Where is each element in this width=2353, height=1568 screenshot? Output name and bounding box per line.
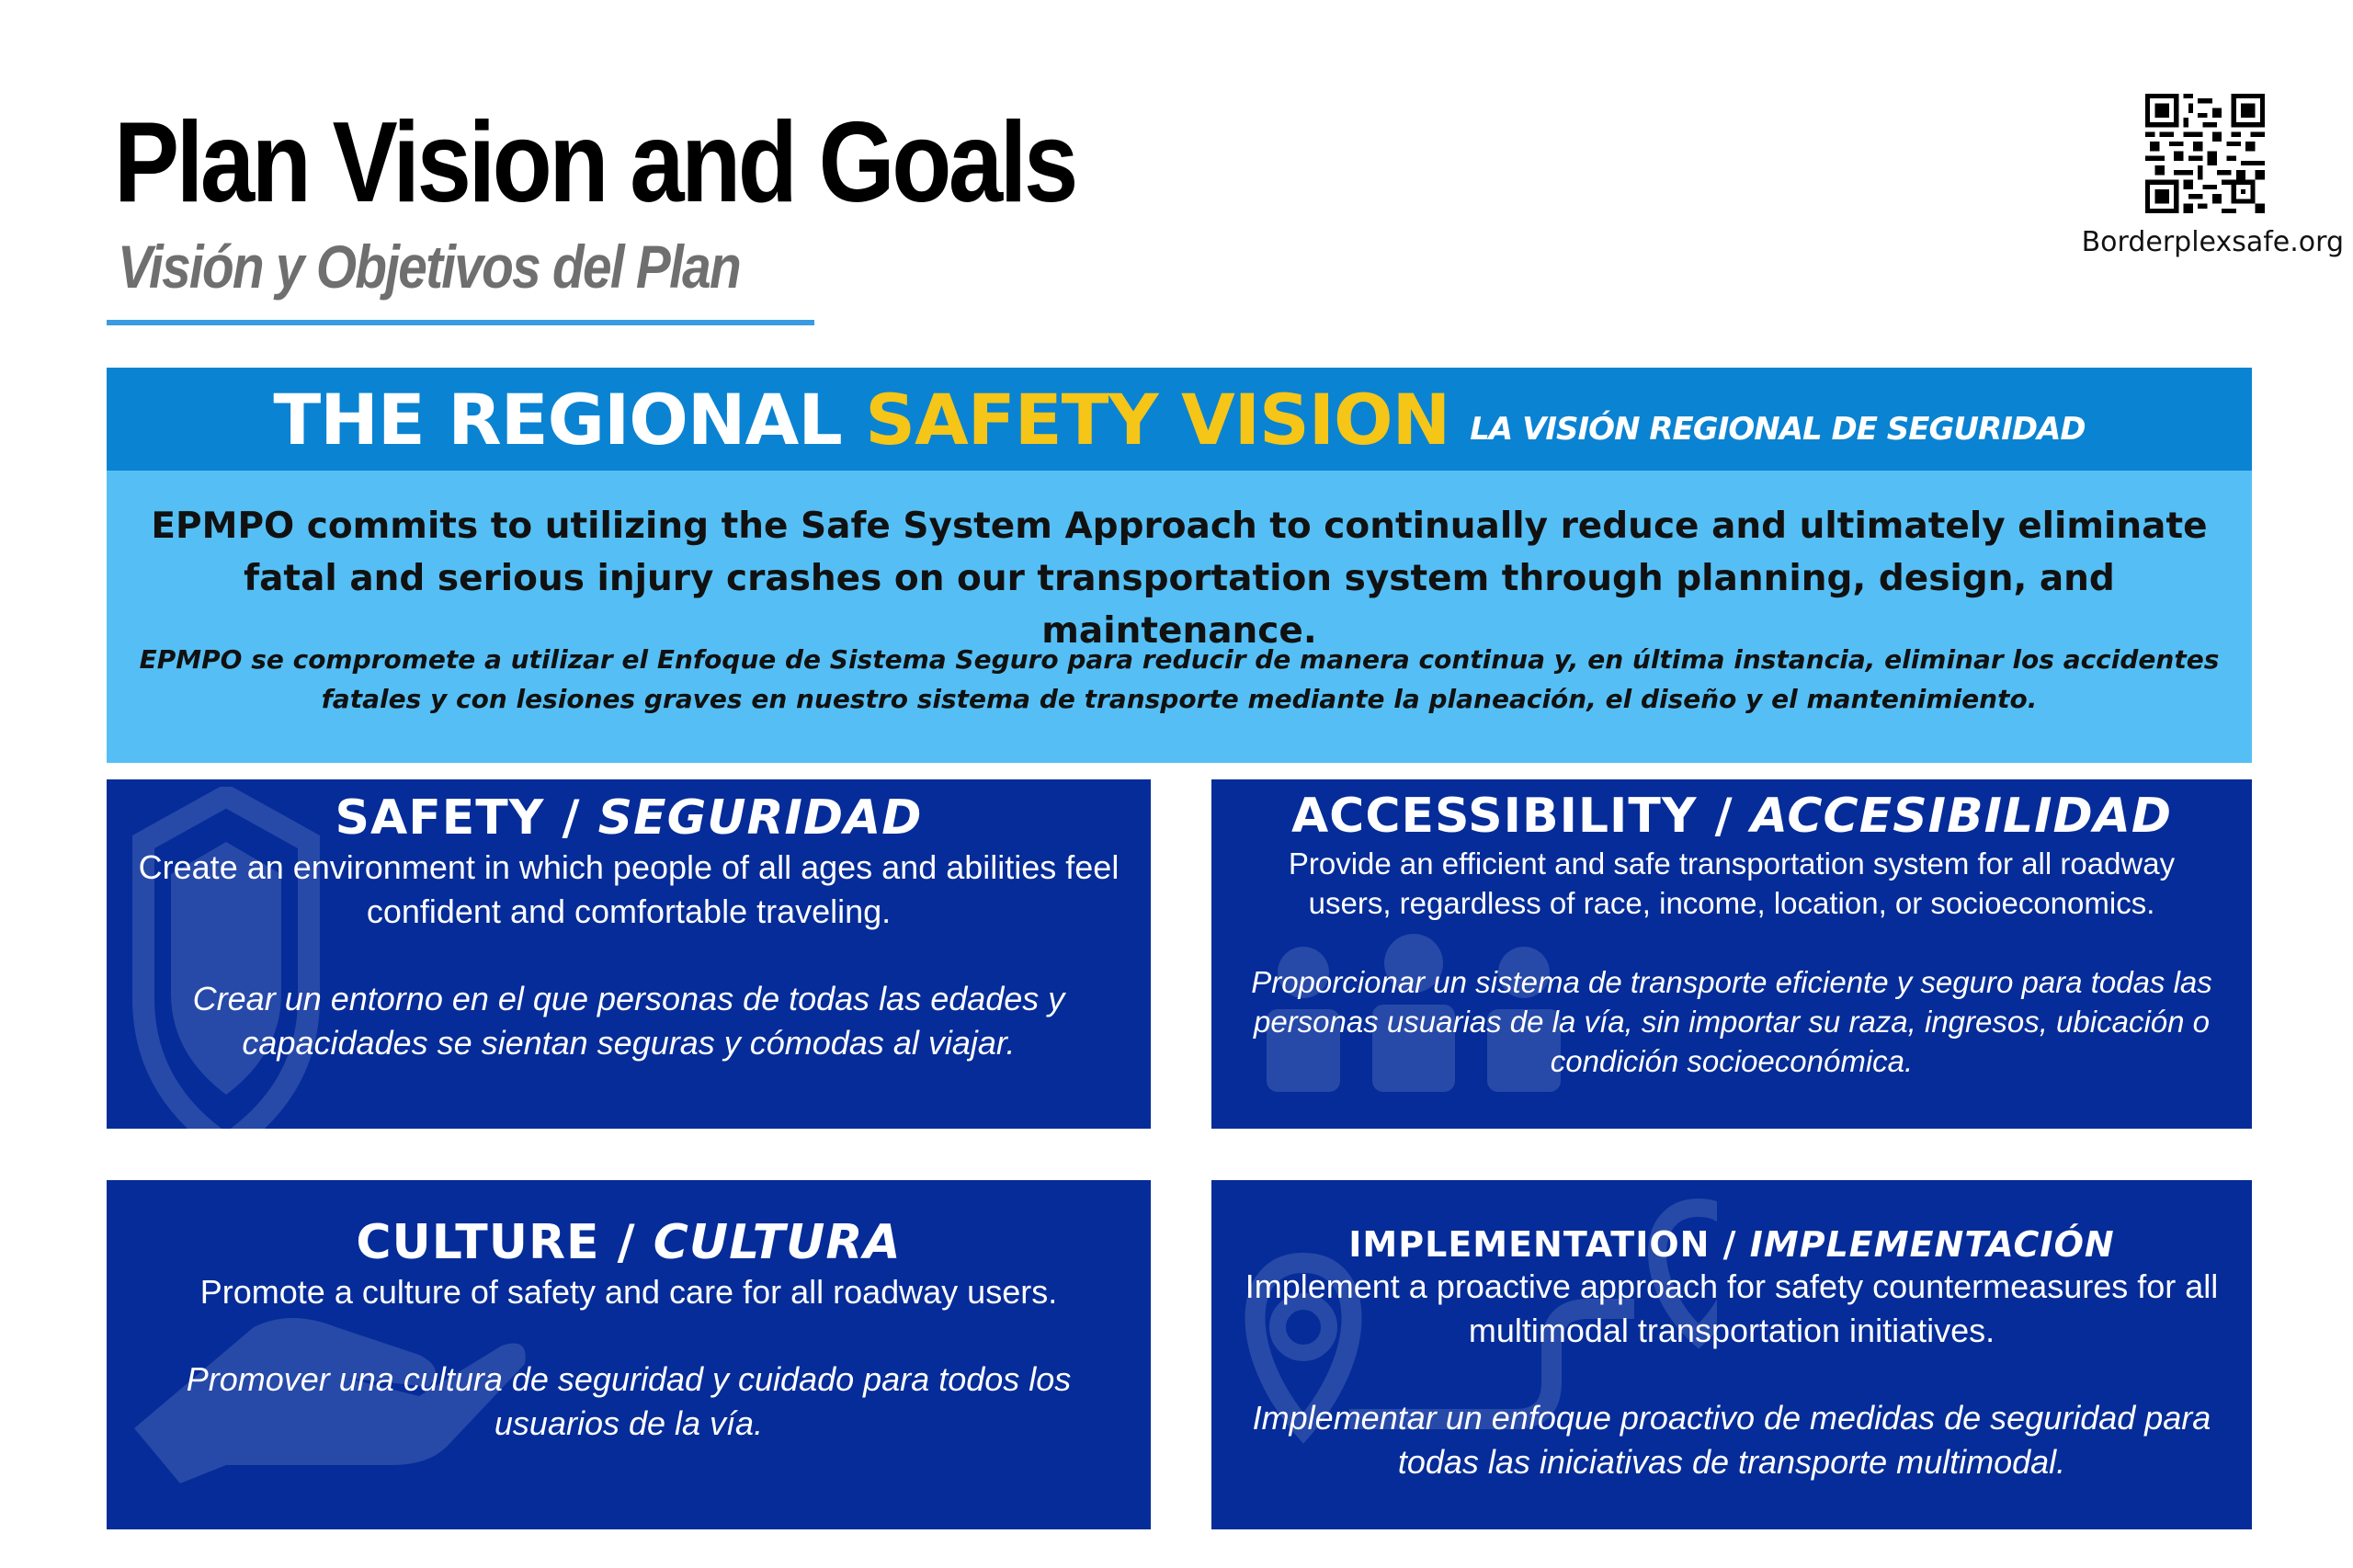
goal-text-safety-en: Create an environment in which people of all ages and abilities feel confident and comfortable traveling. [138, 848, 1120, 930]
goal-title-implementation [1211, 1224, 2252, 1265]
goal-title-accessibility-en: ACCESSIBILITY / [1290, 789, 1751, 844]
goal-title-implementation-en: IMPLEMENTATION / [1348, 1224, 1750, 1265]
vision-title-spanish: LA VISIÓN REGIONAL DE SEGURIDAD [1470, 411, 2086, 448]
qr-code-icon[interactable] [2145, 94, 2265, 213]
goal-text-implementation-en: Implement a proactive approach for safety countermeasures for all multimodal transportation initiatives. [1245, 1267, 2219, 1349]
goal-text-culture-es: Promover una cultura de seguridad y cuidado para todos los usuarios de la vía. [186, 1360, 1072, 1442]
vision-statement-panel [107, 471, 2252, 763]
goal-card-culture [107, 1180, 1151, 1529]
goal-text-safety-es: Crear un entorno en el que personas de todas las edades y capacidades se sientan seguras y cómodas al viajar. [192, 980, 1065, 1062]
goal-card-implementation [1211, 1180, 2252, 1529]
vision-statement-english: EPMPO commits to utilizing the Safe System Approach to continually reduce and ultimately eliminate fatal and serious injury crashes on our transportation system through planning, design, and maintenance. [151, 506, 2208, 652]
goal-text-culture-en: Promote a culture of safety and care for all roadway users. [199, 1273, 1058, 1311]
goal-title-safety-en: SAFETY / [335, 790, 598, 846]
goal-title-culture-en: CULTURE / [356, 1215, 654, 1270]
goal-card-safety [107, 779, 1151, 1129]
vision-header [107, 368, 2252, 471]
page-subtitle: Visión y Objetivos del Plan [118, 233, 740, 301]
goal-title-culture [107, 1215, 1151, 1270]
goal-title-implementation-es: IMPLEMENTACIÓN [1749, 1224, 2115, 1265]
goal-title-safety-es: SEGURIDAD [597, 790, 923, 846]
goal-text-accessibility-es: Proporcionar un sistema de transporte eficiente y seguro para todas las personas usuarias de la vía, sin importar su raza, ingresos, ubicación o condición socioeconómica. [1251, 965, 2212, 1078]
goal-title-safety [107, 790, 1151, 846]
goal-title-culture-es: CULTURA [653, 1215, 902, 1270]
page-title: Plan Vision and Goals [114, 99, 1075, 226]
vision-title [273, 379, 1449, 460]
vision-statement-spanish: EPMPO se compromete a utilizar el Enfoque de Sistema Seguro para reducir de manera continua y, en última instancia, eliminar los accidentes fatales y con lesiones graves en nuestro sistema de transporte mediante la planeación, el diseño y el mantenimiento. [139, 644, 2220, 714]
goal-text-accessibility-en: Provide an efficient and safe transportation system for all roadway users, regardless of race, income, location, or socioeconomics. [1288, 846, 2176, 920]
goal-title-accessibility-es: ACCESIBILIDAD [1750, 789, 2173, 844]
website-url[interactable]: Borderplexsafe.org [2081, 226, 2344, 258]
vision-title-highlight: SAFETY VISION [865, 378, 1450, 460]
vision-title-part1: THE REGIONAL [273, 378, 866, 460]
goal-title-accessibility [1211, 789, 2252, 844]
title-underline [107, 320, 814, 325]
goal-text-implementation-es: Implementar un enfoque proactivo de medidas de seguridad para todas las iniciativas de transporte multimodal. [1252, 1399, 2211, 1481]
goal-card-accessibility [1211, 779, 2252, 1129]
